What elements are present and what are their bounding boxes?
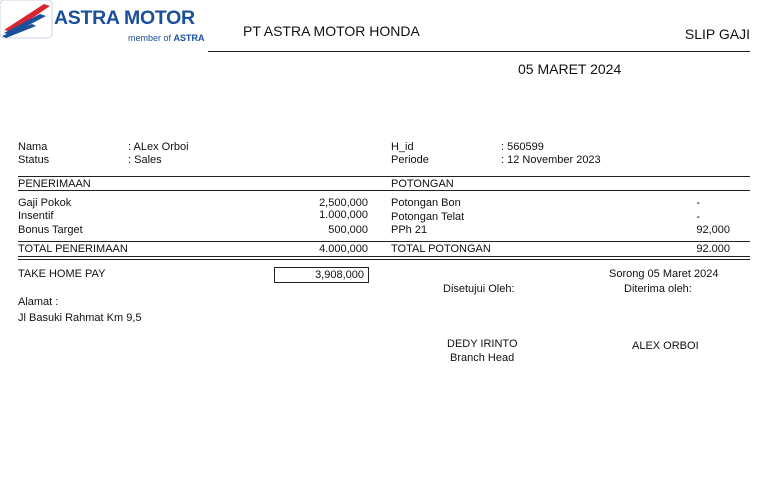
address-label: Alamat : [18,296,59,308]
approved-by-label: Disetujui Oleh: [443,283,515,295]
address-value: Jl Basuki Rahmat Km 9,5 [18,312,142,324]
income-item-label: Bonus Target [18,224,83,236]
document-title: SLIP GAJI [684,26,750,42]
income-item-label: Gaji Pokok [18,197,72,209]
deduction-item-label: Potongan Telat [391,211,465,223]
totals-bottom-line-2 [18,259,750,260]
logo-tagline-brand: ASTRA [173,33,205,43]
logo-tagline-prefix: member of [128,33,172,43]
slip-date: 05 MARET 2024 [518,61,622,77]
take-home-label: TAKE HOME PAY [18,268,106,280]
deductions-heading: POTONGAN [391,178,454,190]
approver-title: Branch Head [450,352,515,364]
astra-wing-icon [0,0,56,40]
company-name: PT ASTRA MOTOR HONDA [243,23,420,39]
received-by-label: Diterima oleh: [624,283,692,295]
status-value: : Sales [128,154,162,166]
logo-tagline [128,33,205,43]
approver-name: DEDY IRINTO [447,338,518,350]
deduction-item-label: PPh 21 [391,224,428,236]
income-total-value: 4.000,000 [319,243,368,255]
deductions-total-value: 92.000 [696,243,730,255]
name-value: : ALex Orboi [128,141,189,153]
receiver-name: ALEX ORBOI [632,340,699,352]
signature-place-date: Sorong 05 Maret 2024 [609,268,719,280]
company-logo [0,0,210,48]
period-value: : 12 November 2023 [501,154,601,166]
logo-wordmark: ASTRA MOTOR [54,7,195,29]
income-heading: PENERIMAAN [18,178,91,190]
header-divider [208,51,750,52]
income-item-value: 2,500,000 [319,197,368,209]
deduction-item-value: - [696,211,700,223]
take-home-value: 3,908,000 [274,267,369,283]
totals-top-line [18,241,750,242]
deduction-item-value: - [696,197,700,209]
status-label: Status [18,154,50,166]
section-header-line [18,190,750,191]
name-label: Nama [18,141,48,153]
totals-bottom-line-1 [18,256,750,257]
period-label: Periode [391,154,429,166]
deductions-total-label: TOTAL POTONGAN [391,243,491,255]
deduction-item-value: 92,000 [696,224,730,236]
income-item-value: 1.000,000 [319,209,368,221]
income-total-label: TOTAL PENERIMAAN [18,243,128,255]
hid-value: : 560599 [501,141,544,153]
table-top-line [18,176,750,177]
deduction-item-label: Potongan Bon [391,197,461,209]
hid-label: H_id [391,141,414,153]
income-item-label: Insentif [18,210,54,222]
income-item-value: 500,000 [328,224,368,236]
